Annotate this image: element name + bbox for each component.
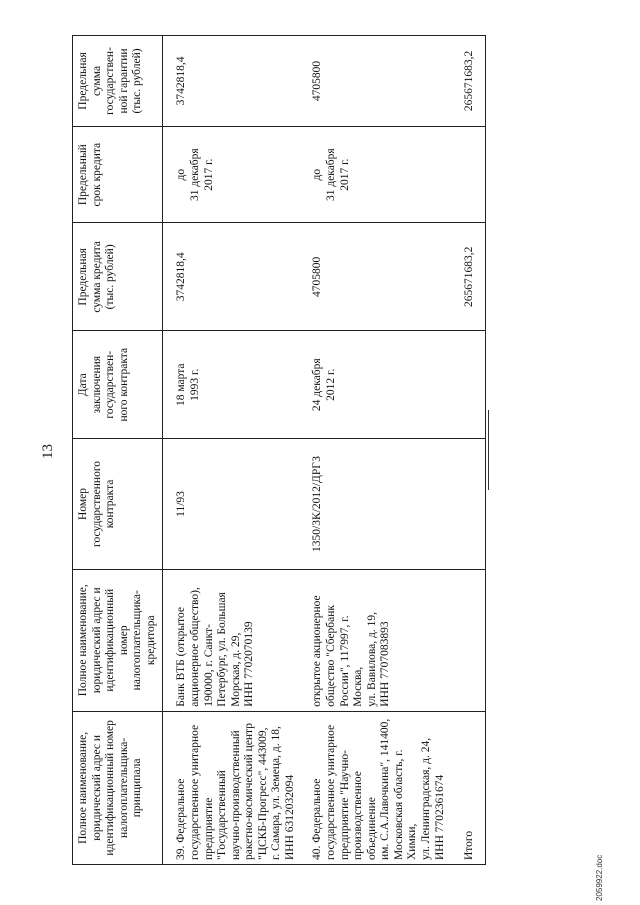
header-credit-amount: Предельная сумма кредита (тыс. рублей) — [73, 223, 163, 331]
contract-number-cell: 11/93 — [163, 439, 300, 570]
header-contract-date: Дата заключения государствен- ного контракта — [73, 331, 163, 439]
total-empty-cell — [449, 439, 485, 570]
total-empty-cell — [449, 569, 485, 711]
credit-term-cell: до 31 декабря 2017 г. — [163, 126, 300, 223]
table-row — [163, 36, 300, 865]
creditor-cell: Банк ВТБ (открытое акционерное общество), 190000, г. Санкт- Петербург, ул. Большая Морская, д. 29, ИНН 7702070139 — [163, 569, 300, 711]
document-code: 2059922.doc — [595, 854, 604, 901]
total-credit-amount: 265671683,2 — [449, 223, 485, 331]
header-creditor: Полное наименование, юридический адрес и идентификационный номер налогоплательщика- кредитора — [73, 569, 163, 711]
header-principal: Полное наименование, юридический адрес и идентификационный номер налогоплательщика-принципала — [73, 711, 163, 864]
guarantee-amount-cell: 3742818,4 — [163, 36, 300, 127]
header-contract-number: Номер государственного контракта — [73, 439, 163, 570]
creditor-cell: открытое акционерное общество "Сбербанк России", 117997, г. Москва, ул. Вавилова, д. 19, ИНН 7707083893 — [299, 569, 449, 711]
total-empty-cell — [449, 126, 485, 223]
principal-cell: 39. Федеральное государственное унитарное предприятие "Государственный научно-производственный ракетно-космический центр "ЦСКБ-Прогресс", 443009, г. Самара, ул. Земеца, д. 18, ИНН 6312032094 — [163, 711, 300, 864]
total-label: Итого — [449, 711, 485, 864]
footnote-separator — [488, 410, 489, 490]
contract-number-cell: 1350/3К/2012/ДРГЗ — [299, 439, 449, 570]
table-row — [299, 36, 449, 865]
guarantee-table — [72, 35, 486, 865]
header-credit-term: Предельный срок кредита — [73, 126, 163, 223]
credit-term-cell: до 31 декабря 2017 г. — [299, 126, 449, 223]
credit-amount-cell: 4705800 — [299, 223, 449, 331]
credit-amount-cell: 3742818,4 — [163, 223, 300, 331]
page-number: 13 — [40, 444, 56, 459]
guarantee-amount-cell: 4705800 — [299, 36, 449, 127]
header-row — [73, 36, 163, 865]
total-guarantee-amount: 265671683,2 — [449, 36, 485, 127]
total-empty-cell — [449, 331, 485, 439]
contract-date-cell: 24 декабря 2012 г. — [299, 331, 449, 439]
total-row — [449, 36, 485, 865]
header-guarantee-amount: Предельная сумма государствен- ной гарантии (тыс. рублей) — [73, 36, 163, 127]
contract-date-cell: 18 марта 1993 г. — [163, 331, 300, 439]
principal-cell: 40. Федеральное государственное унитарное предприятие "Научно- производственное объединение им. С.А.Лавочкина", 141400, Московская область, г. Химки, ул. Ленинградская, д. 24, ИНН 7702361674 — [299, 711, 449, 864]
